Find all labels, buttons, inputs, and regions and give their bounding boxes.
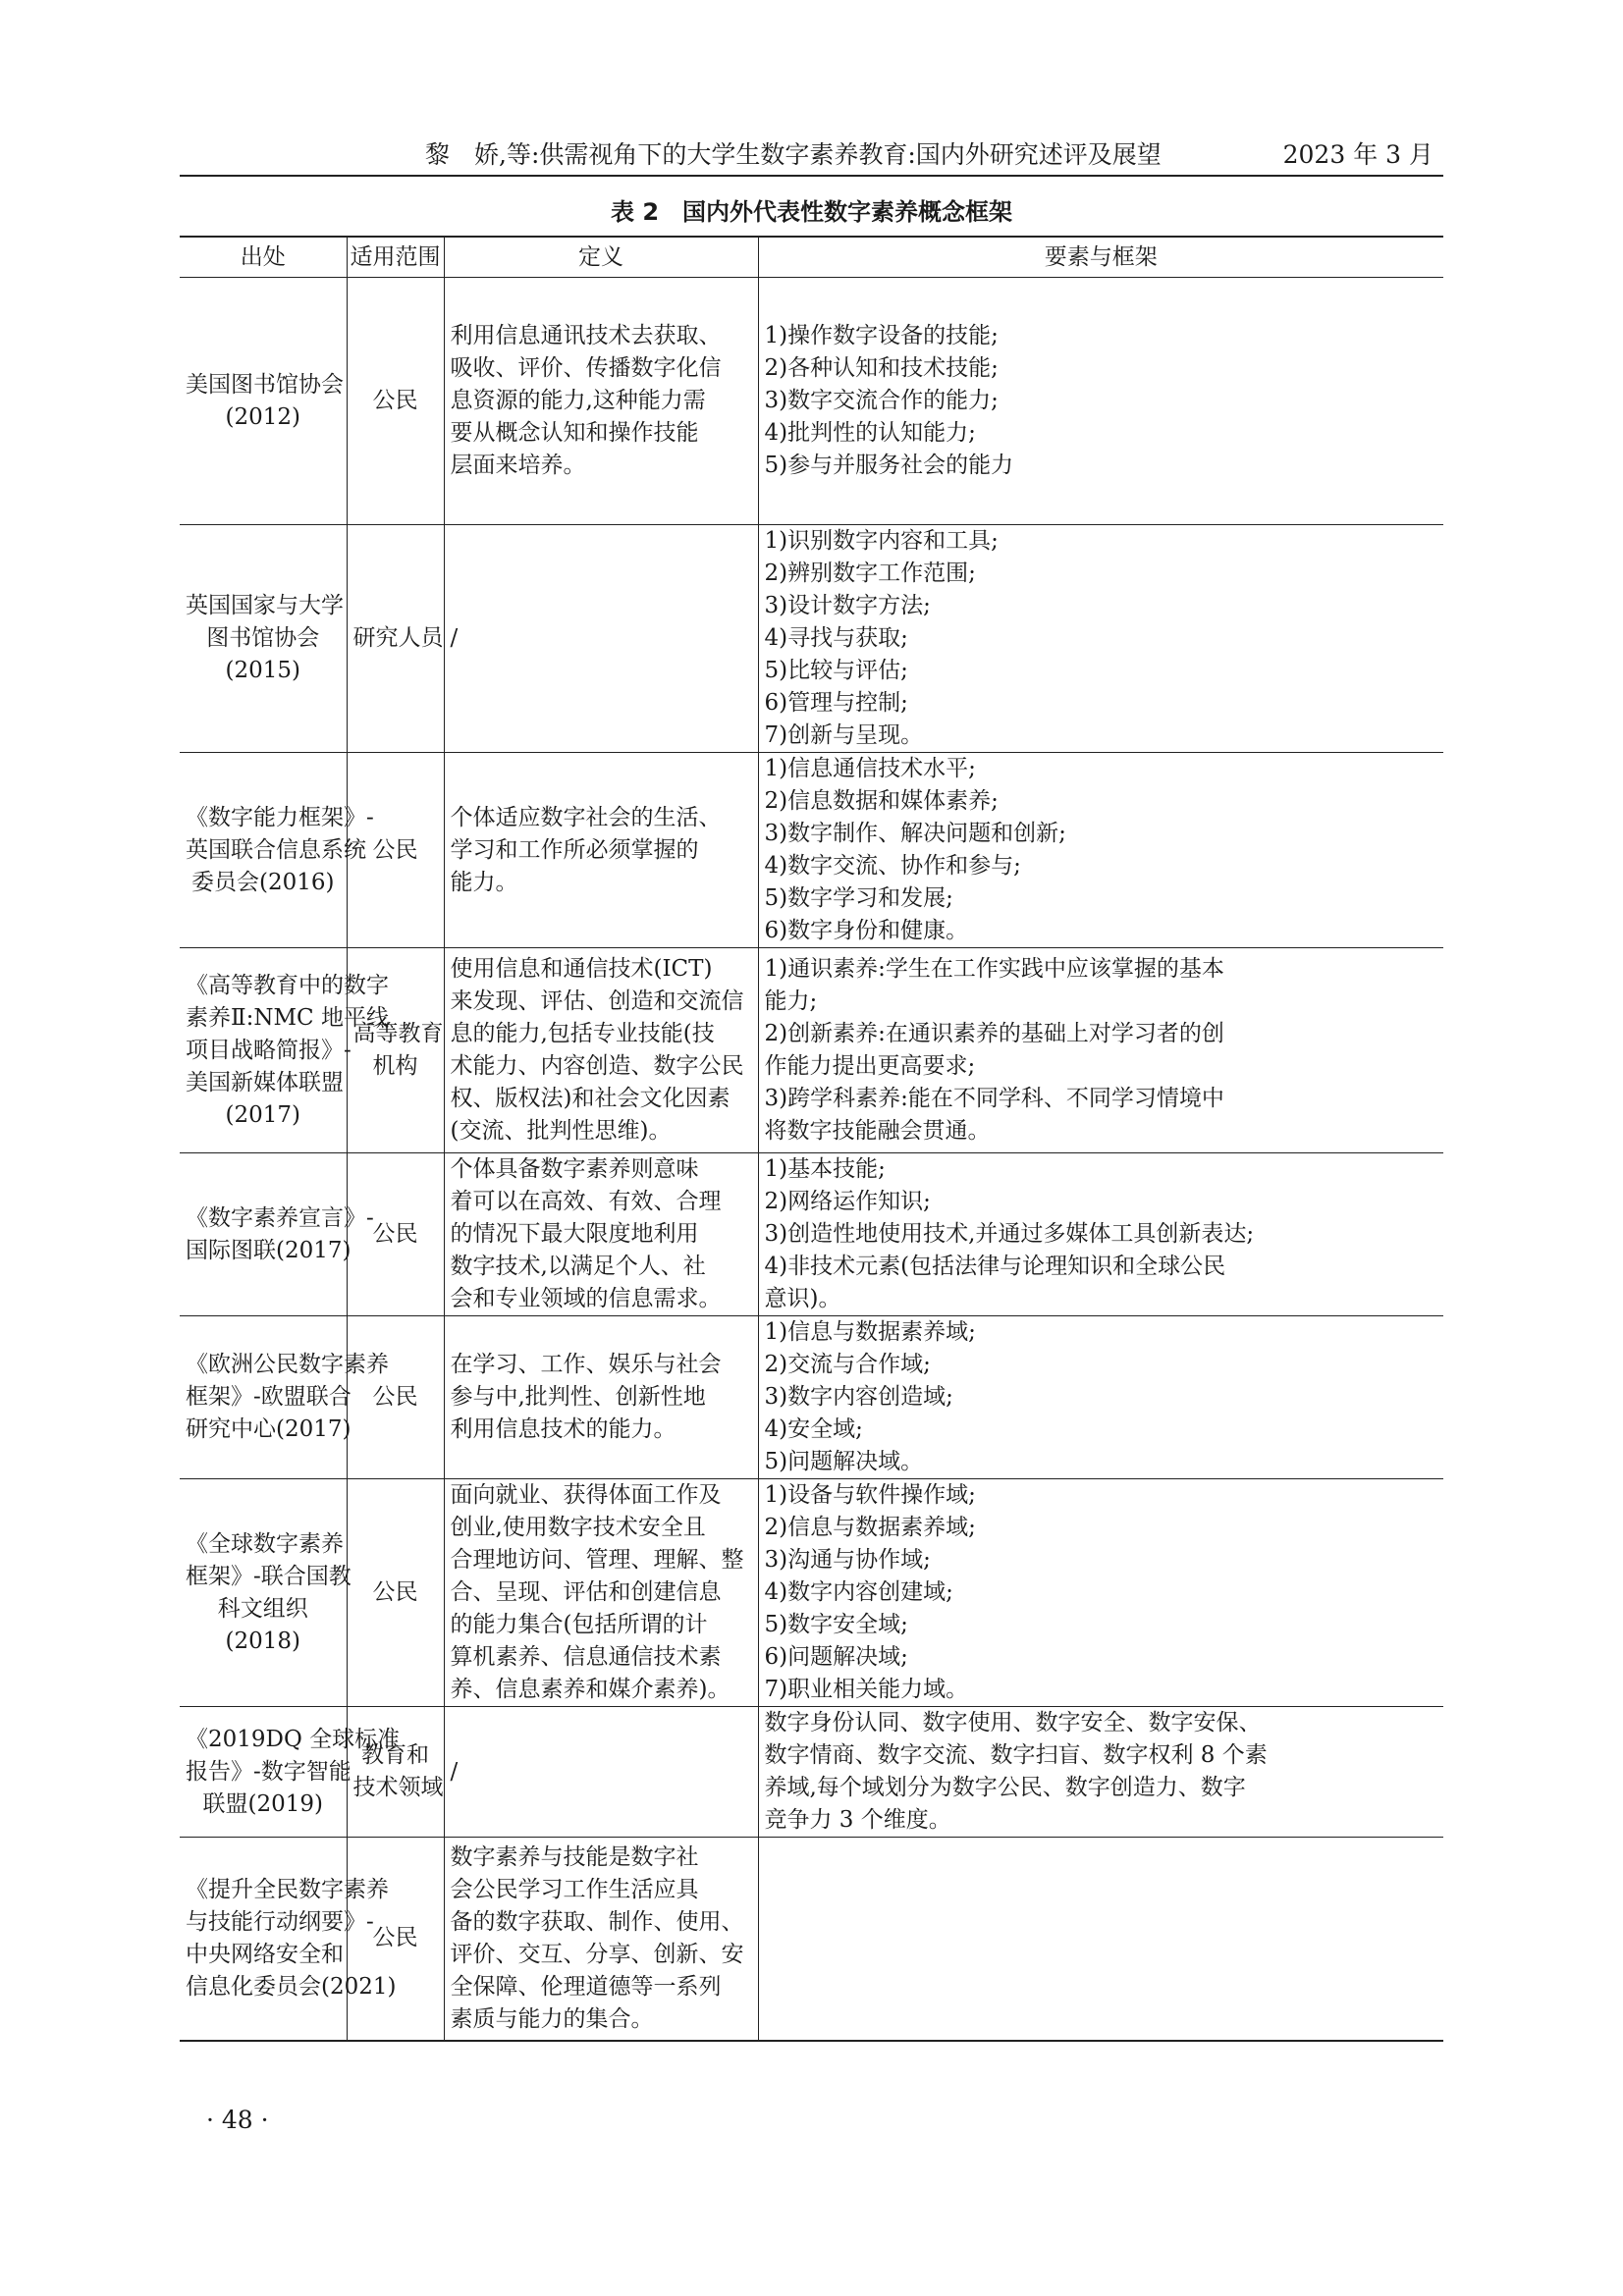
source-cell-line: (2012): [225, 403, 300, 430]
definition-cell-line: 层面来培养。: [450, 453, 586, 478]
elements-cell-line: 6)数字身份和健康。: [764, 918, 969, 943]
elements-cell: [758, 1316, 1443, 1479]
table-caption: 表 2 国内外代表性数字素养概念框架: [610, 198, 1013, 226]
source-cell-line: 科文组织: [217, 1595, 308, 1622]
definition-cell-line: 养、信息素养和媒介素养)。: [450, 1677, 730, 1702]
table-row: [180, 278, 1443, 525]
source-cell-line: 与技能行动纲要》-: [186, 1908, 374, 1935]
elements-cell-line: 2)各种认知和技术技能;: [764, 355, 999, 381]
elements-cell-line: 1)操作数字设备的技能;: [764, 323, 999, 348]
definition-cell: [444, 1707, 758, 1838]
table-row: [180, 948, 1443, 1153]
definition-cell-line: 学习和工作所必须掌握的: [450, 836, 699, 863]
elements-cell-line: 6)管理与控制;: [764, 690, 908, 716]
scope-cell-line: 研究人员: [352, 625, 444, 651]
scope-cell-line: 公民: [372, 836, 418, 863]
elements-cell-line: 3)设计数字方法;: [764, 593, 931, 618]
source-cell-line: 联盟(2019): [202, 1790, 323, 1817]
source-cell-line: 国际图联(2017): [186, 1237, 352, 1263]
elements-cell-line: 6)问题解决域;: [764, 1644, 908, 1670]
elements-cell-line: 5)数字学习和发展;: [764, 885, 953, 911]
definition-cell-line: 权、版权法)和社会文化因素: [450, 1086, 730, 1111]
source-cell-line: 《高等教育中的数字: [186, 972, 389, 998]
source-cell-line: 《全球数字素养: [186, 1530, 344, 1557]
definition-cell: [444, 1316, 758, 1479]
scope-cell-line: 高等教育: [352, 1021, 444, 1046]
elements-cell-line: 竞争力 3 个维度。: [764, 1807, 951, 1833]
elements-cell-line: 4)数字交流、协作和参与;: [764, 853, 1021, 879]
source-cell-line: 美国新媒体联盟: [186, 1069, 344, 1095]
column-header-scope: 适用范围: [347, 237, 444, 278]
source-cell: [180, 1153, 374, 1316]
elements-cell: [758, 525, 1443, 753]
definition-cell: [444, 753, 758, 948]
definition-cell: [444, 1479, 758, 1707]
source-cell-line: 委员会(2016): [191, 869, 335, 895]
scope-cell-line: 公民: [372, 388, 418, 413]
elements-cell: [758, 278, 1443, 525]
source-cell: [180, 1316, 389, 1479]
definition-cell-line: 的能力集合(包括所谓的计: [450, 1612, 708, 1637]
elements-cell-line: 2)信息与数据素养域;: [764, 1515, 976, 1540]
source-cell-line: 信息化委员会(2021): [186, 1973, 397, 2000]
elements-cell-line: 数字身份认同、数字使用、数字安全、数字安保、: [764, 1710, 1262, 1735]
table-row: [180, 525, 1443, 753]
elements-cell-line: 1)识别数字内容和工具;: [764, 528, 999, 554]
elements-cell-line: 1)基本技能;: [764, 1156, 886, 1182]
definition-cell-line: 会公民学习工作生活应具: [450, 1876, 699, 1902]
elements-cell-line: 2)创新素养:在通识素养的基础上对学习者的创: [764, 1021, 1224, 1046]
elements-cell-line: 2)信息数据和媒体素养;: [764, 788, 999, 814]
scope-cell: [347, 1153, 444, 1316]
elements-cell-line: 5)问题解决域。: [764, 1449, 924, 1474]
source-cell-line: 中央网络安全和: [186, 1941, 344, 1967]
elements-cell-line: 2)辨别数字工作范围;: [764, 561, 976, 586]
definition-cell-line: 使用信息和通信技术(ICT): [450, 956, 713, 982]
definition-cell: [444, 1153, 758, 1316]
source-cell-line: (2017): [225, 1101, 300, 1128]
elements-cell-line: 作能力提出更高要求;: [764, 1053, 976, 1079]
elements-cell-line: 4)寻找与获取;: [764, 625, 908, 651]
elements-cell-line: 1)通识素养:学生在工作实践中应该掌握的基本: [764, 956, 1224, 982]
source-cell-line: (2015): [225, 658, 300, 683]
definition-cell-line: 创业,使用数字技术安全且: [450, 1515, 706, 1540]
elements-cell-line: 能力;: [764, 988, 818, 1014]
source-cell: [180, 948, 389, 1153]
scope-cell-line: 公民: [372, 1221, 418, 1247]
definition-cell: [444, 1838, 758, 2041]
definition-cell-line: 全保障、伦理道德等一系列: [450, 1973, 722, 2000]
definition-cell-line: /: [450, 625, 459, 651]
definition-cell-line: (交流、批判性思维)。: [450, 1118, 672, 1144]
source-cell-line: 《提升全民数字素养: [186, 1876, 389, 1902]
column-header-source: 出处: [180, 237, 347, 278]
definition-cell-line: 利用信息技术的能力。: [450, 1416, 676, 1442]
table-row: [180, 1479, 1443, 1707]
source-cell: [180, 525, 347, 753]
elements-cell-line: 将数字技能融会贯通。: [764, 1118, 991, 1144]
scope-cell: [347, 1838, 444, 2041]
definition-cell-line: 算机素养、信息通信技术素: [450, 1644, 722, 1670]
definition-cell-line: 评价、交互、分享、创新、安: [450, 1941, 744, 1967]
elements-cell-line: 5)数字安全域;: [764, 1612, 908, 1637]
elements-cell-line: 5)参与并服务社会的能力: [764, 453, 1014, 478]
elements-cell-line: 7)职业相关能力域。: [764, 1677, 969, 1702]
source-cell-line: (2018): [225, 1628, 300, 1654]
source-cell: [180, 1479, 352, 1707]
definition-cell-line: 合、呈现、评估和创建信息: [450, 1579, 722, 1605]
definition-cell-line: 在学习、工作、娱乐与社会: [450, 1352, 722, 1377]
scope-cell: [347, 1479, 444, 1707]
definition-cell-line: 来发现、评估、创造和交流信: [450, 988, 744, 1014]
definition-cell-line: 利用信息通讯技术去获取、: [450, 323, 722, 348]
elements-cell-line: 数字情商、数字交流、数字扫盲、数字权利 8 个素: [764, 1742, 1268, 1768]
elements-cell-line: 4)数字内容创建域;: [764, 1579, 953, 1605]
definition-cell-line: 面向就业、获得体面工作及: [450, 1482, 722, 1508]
definition-cell-line: 的情况下最大限度地利用: [450, 1221, 699, 1247]
source-cell-line: 《数字能力框架》-: [186, 804, 374, 830]
elements-cell-line: 1)信息与数据素养域;: [764, 1319, 976, 1345]
source-cell-line: 《2019DQ 全球标准: [186, 1726, 401, 1752]
elements-cell-line: 养域,每个域划分为数字公民、数字创造力、数字: [764, 1775, 1246, 1800]
definition-cell-line: 数字技术,以满足个人、社: [450, 1254, 706, 1279]
elements-cell-line: 3)数字交流合作的能力;: [764, 388, 999, 413]
scope-cell-line: 公民: [372, 1384, 418, 1410]
definition-cell-line: 息资源的能力,这种能力需: [450, 388, 706, 413]
scope-cell: [347, 278, 444, 525]
table-row: [180, 1316, 1443, 1479]
source-cell: [180, 278, 347, 525]
source-cell-line: 美国图书馆协会: [186, 371, 344, 398]
elements-cell-line: 2)交流与合作域;: [764, 1352, 931, 1377]
definition-cell-line: 息的能力,包括专业技能(技: [450, 1021, 715, 1046]
column-header-elements: 要素与框架: [758, 237, 1443, 278]
elements-cell-line: 4)非技术元素(包括法律与论理知识和全球公民: [764, 1254, 1226, 1279]
elements-cell: [758, 1479, 1443, 1707]
definition-cell-line: 个体适应数字社会的生活、: [450, 804, 722, 830]
definition-cell-line: 能力。: [450, 869, 518, 895]
elements-cell-line: 1)设备与软件操作域;: [764, 1482, 976, 1508]
scope-cell: [347, 525, 444, 753]
elements-cell-line: 7)创新与呈现。: [764, 722, 924, 748]
source-cell: [180, 753, 374, 948]
source-cell-line: 素养Ⅱ:NMC 地平线: [186, 1004, 389, 1031]
definition-cell-line: /: [450, 1758, 459, 1785]
elements-cell-line: 3)数字内容创造域;: [764, 1384, 953, 1410]
elements-cell: [758, 1838, 1443, 2041]
source-cell-line: 报告》-数字智能: [186, 1758, 352, 1785]
running-header-date: 2023 年 3 月: [1282, 140, 1434, 169]
source-cell-line: 框架》-联合国教: [186, 1563, 352, 1589]
elements-cell-line: 2)网络运作知识;: [764, 1189, 931, 1214]
source-cell-line: 图书馆协会: [206, 625, 320, 651]
scope-cell-line: 公民: [372, 1925, 418, 1951]
definition-cell: [444, 278, 758, 525]
elements-cell-line: 1)信息通信技术水平;: [764, 756, 976, 781]
scope-cell-line: 技术领域: [352, 1775, 444, 1800]
scope-cell: [347, 1316, 444, 1479]
definition-cell-line: 会和专业领域的信息需求。: [450, 1286, 722, 1311]
table-row: [180, 753, 1443, 948]
scope-cell-line: 机构: [372, 1053, 418, 1079]
definition-cell-line: 术能力、内容创造、数字公民: [450, 1053, 744, 1079]
table-row: [180, 1838, 1443, 2041]
elements-cell: [758, 753, 1443, 948]
definition-cell-line: 合理地访问、管理、理解、整: [450, 1547, 744, 1573]
scope-cell-line: 教育和: [361, 1742, 429, 1768]
elements-cell-line: 5)比较与评估;: [764, 658, 908, 683]
source-cell-line: 框架》-欧盟联合: [186, 1384, 352, 1410]
elements-cell-line: 3)沟通与协作域;: [764, 1547, 931, 1573]
definition-cell-line: 个体具备数字素养则意味: [450, 1156, 699, 1182]
elements-cell-line: 3)数字制作、解决问题和创新;: [764, 821, 1066, 846]
definition-cell-line: 吸收、评价、传播数字化信: [450, 355, 722, 381]
page-number: · 48 ·: [206, 2106, 269, 2134]
elements-cell: [758, 1153, 1443, 1316]
source-cell-line: 研究中心(2017): [186, 1416, 352, 1442]
definition-cell-line: 备的数字获取、制作、使用、: [450, 1908, 744, 1935]
running-header-title: 黎 娇,等:供需视角下的大学生数字素养教育:国内外研究述评及展望: [425, 140, 1162, 169]
definition-cell-line: 要从概念认知和操作技能: [450, 420, 699, 446]
column-header-definition: 定义: [444, 237, 758, 278]
table-row: [180, 1707, 1443, 1838]
definition-cell-line: 着可以在高效、有效、合理: [450, 1189, 722, 1214]
source-cell-line: 英国联合信息系统: [186, 836, 366, 863]
source-cell-line: 《数字素养宣言》-: [186, 1204, 374, 1231]
table-row: [180, 1153, 1443, 1316]
elements-cell-line: 意识)。: [764, 1286, 841, 1311]
source-cell-line: 英国国家与大学: [186, 593, 344, 618]
elements-cell: [758, 1707, 1443, 1838]
definition-cell-line: 参与中,批判性、创新性地: [450, 1384, 706, 1410]
elements-cell-line: 4)安全域;: [764, 1416, 863, 1442]
elements-cell-line: 3)创造性地使用技术,并通过多媒体工具创新表达;: [764, 1221, 1255, 1247]
elements-cell-line: 3)跨学科素养:能在不同学科、不同学习情境中: [764, 1086, 1224, 1111]
elements-cell-line: 4)批判性的认知能力;: [764, 420, 976, 446]
table-header-row: [180, 237, 1443, 278]
definition-cell: [444, 948, 758, 1153]
source-cell-line: 项目战略简报》-: [186, 1037, 352, 1063]
definition-cell: [444, 525, 758, 753]
source-cell-line: 《欧洲公民数字素养: [186, 1352, 389, 1377]
definition-cell-line: 素质与能力的集合。: [450, 2005, 654, 2032]
running-header: [180, 128, 1443, 177]
definition-cell-line: 数字素养与技能是数字社: [450, 1843, 699, 1870]
scope-cell-line: 公民: [372, 1579, 418, 1605]
elements-cell: [758, 948, 1443, 1153]
concept-framework-table: [180, 236, 1443, 2042]
